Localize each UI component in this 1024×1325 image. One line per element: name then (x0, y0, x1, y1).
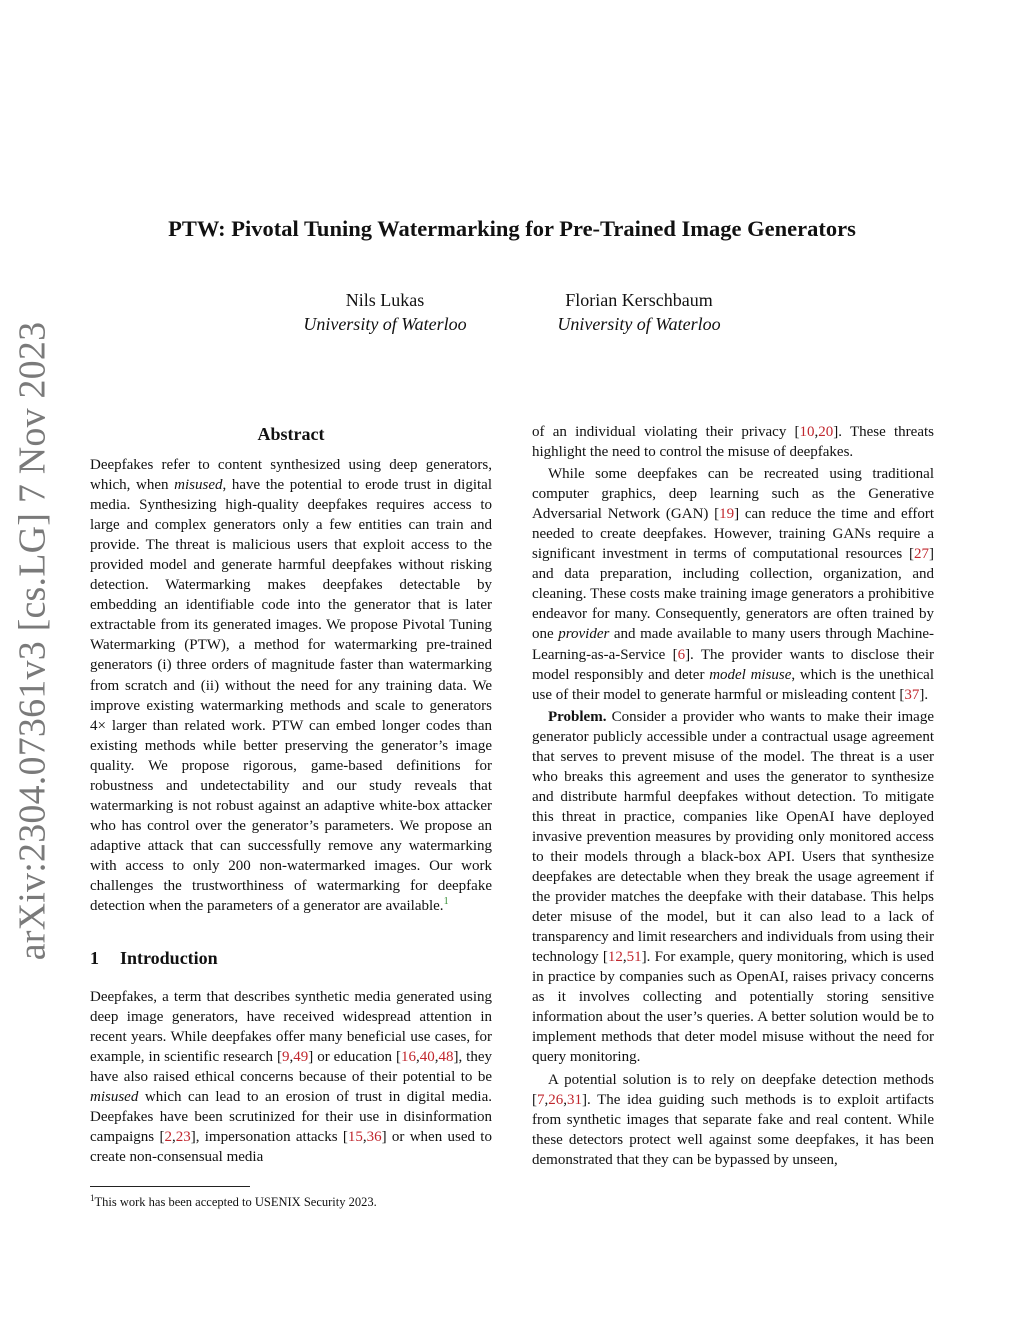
text-run: ], they have also raised ethical concerns because of their potential to be (90, 1049, 493, 1086)
body-paragraph (532, 422, 934, 462)
text-run: , (563, 1091, 567, 1108)
author-affiliation: University of Waterloo (557, 314, 721, 334)
text-run: ] or when used to create non-consensual media (90, 1129, 492, 1166)
text-run: , have the potential to erode trust in digital media. Synthesizing high-quality deepfakes requires access to large and complex generators only a few entities can train and provide. The threat is malicious users that exploit access to the provided model and generate harmful deepfakes without risking detection. Watermarking makes deepfakes detectable by embedding an identifiable code into the generator that is later extractable from its generated images. We propose Pivotal Tuning Watermarking (PTW), a method for watermarking pre-trained generators (i) three orders of magnitude faster than watermarking from scratch and (ii) without the need for any training data. We improve existing watermarking methods and scale to generators 4× larger than related work. PTW can embed longer codes than existing methods while better preserving the generator’s image quality. We propose rigorous, game-based definitions for robustness and undetectability and our study reveals that watermarking is not robust against an adaptive white-box attacker who has control over the generator’s parameters. We propose an adaptive attack that can successfully remove any watermarking with access to only 200 non-watermarked images. Our work challenges the trustworthiness of watermarking for deepfake detection when the parameters of a generator are available. (90, 477, 492, 915)
text-run: , (814, 424, 819, 440)
text-run: , (171, 1129, 176, 1146)
text-run: ] and data preparation, including collection, organization, and cleaning. These costs make training image generators a prohibitive endeavor for many. Consequently, generators are often trained by one (532, 546, 934, 643)
citation-link[interactable]: 51 (626, 949, 642, 966)
text-run: ], impersonation attacks [ (190, 1129, 348, 1146)
emphasis: provider (558, 626, 610, 643)
text-run: ]. The idea guiding such methods is to exploit artifacts from synthetic images that separate fake and real content. While these detectors protect well against some deepfakes, it has been demonstrated that they can be bypassed by unseen, (532, 1091, 934, 1168)
text-run: which can lead to an erosion of trust in digital media. Deepfakes have been scrutinized for their use in disinformation campaigns [ (90, 1089, 492, 1146)
arxiv-sidebar (0, 321, 64, 961)
text-run: ]. (919, 686, 929, 703)
text-run: Deepfakes refer to content synthesized using deep generators, which, when (90, 457, 492, 494)
citation-link[interactable]: 36 (366, 1129, 382, 1146)
text-run: , (362, 1129, 367, 1146)
citation-link[interactable]: 15 (347, 1129, 363, 1146)
text-run: , which is the unethical use of their model to generate harmful or misleading content [ (532, 666, 935, 703)
abstract-paragraph (90, 455, 492, 916)
citation-link[interactable]: 19 (719, 506, 735, 523)
citation-link[interactable]: 26 (548, 1091, 564, 1108)
citation-link[interactable]: 7 (537, 1091, 545, 1108)
left-column (90, 422, 492, 1168)
citation-link[interactable]: 37 (904, 686, 920, 703)
text-run: , (434, 1049, 439, 1066)
text-run: of an individual violating their privacy [ (532, 424, 800, 440)
paper-title: PTW: Pivotal Tuning Watermarking for Pre-Trained Image Generators (168, 216, 856, 241)
text-run: ]. For example, query monitoring, which is used in practice by companies such as OpenAI, raises privacy concerns as it involves collecting and potentially storing sensitive information about the user’s queries. A better solution would be to implement methods that deter model misuse without the need for query monitoring. (532, 949, 934, 1066)
text-run: , (289, 1049, 294, 1066)
author-block-1 (260, 288, 510, 336)
footnote (90, 1190, 492, 1210)
text-run: ] can reduce the time and effort needed to create deepfakes. However, training GANs require a significant investment in terms of computational resources [ (532, 506, 934, 563)
text-run: , (544, 1091, 549, 1108)
section-title: Introduction (120, 948, 218, 969)
emphasis: model misuse (709, 666, 792, 683)
text-run: Deepfakes, a term that describes synthetic media generated using deep image generators, have received widespread attention in recent years. While deepfakes offer many beneficial use cases, for example, in scientific research [ (90, 989, 492, 1066)
arxiv-identifier: arXiv:2304.07361v3 [cs.LG] 7 Nov 2023 (11, 321, 54, 961)
section-heading-introduction (90, 946, 492, 970)
text-run: ]. These threats highlight the need to control the misuse of deepfakes. (532, 424, 934, 461)
citation-link[interactable]: 23 (175, 1129, 191, 1146)
intro-paragraph (90, 987, 492, 1167)
text-run: A potential solution is to rely on deepfake detection methods [ (532, 1071, 934, 1108)
text-run: ] or education [ (308, 1049, 401, 1066)
footnote-text: This work has been accepted to USENIX Security 2023. (94, 1195, 377, 1210)
text-run: , (622, 949, 627, 966)
paragraph-lead: Problem. (548, 708, 607, 725)
author-name: Nils Lukas (345, 290, 425, 310)
citation-link[interactable]: 48 (438, 1049, 454, 1066)
footnote-link[interactable]: 1 (443, 896, 449, 908)
text-run: and made available to many users through Machine-Learning-as-a-Service [ (532, 626, 934, 663)
right-column (532, 422, 934, 1170)
body-paragraph (532, 707, 934, 1068)
citation-link[interactable]: 12 (607, 949, 623, 966)
citation-link[interactable]: 16 (400, 1049, 416, 1066)
footnote-mark: 1 (90, 1193, 95, 1203)
emphasis: misused (174, 477, 223, 494)
body-paragraph (532, 1070, 934, 1170)
emphasis: misused (90, 1089, 139, 1106)
author-name: Florian Kerschbaum (565, 290, 713, 310)
citation-link[interactable]: 2 (164, 1129, 172, 1146)
citation-link[interactable]: 20 (818, 424, 834, 440)
body-paragraph (532, 464, 934, 705)
citation-link[interactable]: 10 (799, 424, 815, 440)
text-run: While some deepfakes can be recreated using traditional computer graphics, deep learning such as the Generative Adversarial Network (GAN) [ (532, 466, 934, 523)
citation-link[interactable]: 49 (293, 1049, 309, 1066)
text-run: Consider a provider who wants to make their image generator publicly accessible under a contractual usage agreement that serves to prevent misuse of the model. The threat is a user who breaks this agreement and uses the generator to synthesize and distribute harmful deepfakes without detection. To mitigate this threat in practice, companies like OpenAI have deployed invasive prevention measures by providing only monitored access to their models through a black-box API. Users that synthesize deepfakes are detectable when they break the usage agreement if the provider matches the deepfake with their database. This helps deter misuse of the model, but it can also lead to a lack of transparency and limit researchers and individuals from using their technology [ (532, 708, 934, 966)
citation-link[interactable]: 27 (914, 546, 929, 563)
text-run: , (415, 1049, 420, 1066)
text-run: ]. The provider wants to disclose their model responsibly and deter (532, 646, 934, 683)
citation-link[interactable]: 31 (567, 1091, 582, 1108)
citation-link[interactable]: 40 (419, 1049, 435, 1066)
footnote-divider (90, 1186, 250, 1187)
citation-link[interactable]: 6 (677, 646, 686, 663)
section-number: 1 (90, 948, 99, 969)
author-affiliation: University of Waterloo (303, 314, 467, 334)
author-block-2 (514, 288, 764, 336)
abstract-heading: Abstract (257, 424, 325, 444)
citation-link[interactable]: 9 (282, 1049, 290, 1066)
